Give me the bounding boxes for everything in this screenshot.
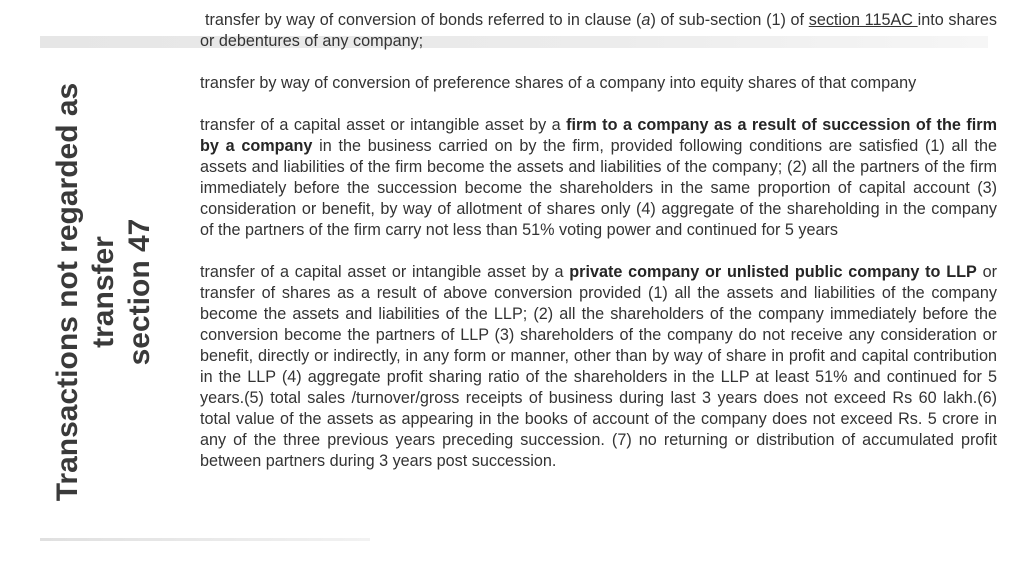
point-3-highlight: firm to a company as a result of succession of the firm by a company [200, 116, 997, 155]
footer-rule [40, 538, 370, 541]
point-firm-to-company [200, 115, 997, 241]
point-1-text-start: transfer by way of conversion of bonds referred to in clause ( [205, 11, 642, 29]
slide-title-container [44, 48, 164, 536]
point-1-text-end: into shares or debentures of any company; [200, 11, 997, 50]
section-115ac-link[interactable]: section 115AC [808, 11, 918, 29]
slide-body [200, 10, 997, 493]
clause-letter: a [641, 11, 651, 29]
point-company-to-llp [200, 262, 997, 472]
point-4-text-start: transfer of a capital asset or intangible asset by a [200, 263, 570, 281]
point-preference-share-conversion: transfer by way of conversion of preference shares of a company into equity shares of that company [200, 74, 917, 92]
slide-title-line-2: transfer [87, 236, 120, 348]
point-3-text-start: transfer of a capital asset or intangible asset by a [200, 116, 567, 134]
slide-title-line-3: section 47 [123, 218, 156, 366]
point-1-text-middle: ) of sub-section (1) of [650, 11, 809, 29]
slide-title [50, 83, 158, 501]
point-4-text-end: or transfer of shares as a result of above conversion provided (1) all the assets and liabilities of the company become the assets and liabilities of the LLP; (2) all the shareholders of the company immediately before the conversion become the partners of LLP (3) shareholders of the company do not receive any consideration or benefit, directly or indirectly, in any form or manner, other than by way of share in profit and capital contribution in the LLP (4) aggregate profit sharing ratio of the shareholders in the LLP at least 51% and continued for 5 years.(5) total sales /turnover/gross receipts of business during last 3 years does not exceed Rs 60 lakh.(6) total value of the assets as appearing in the books of account of the company does not exceed Rs. 5 crore in any of the three previous years preceding succession. (7) no returning or distribution of accumulated profit between partners during 3 years post succession. [200, 263, 997, 470]
point-bond-conversion [200, 10, 997, 52]
point-4-highlight: private company or unlisted public company to LLP [569, 263, 977, 281]
point-3-text-end: in the business carried on by the firm, provided following conditions are satisfied (1) all the assets and liabilities of the firm become the assets and liabilities of the company; (2) all the partners of the firm immediately before the succession become the shareholders in the same proportion of capital account (3) consideration or benefit, by way of allotment of shares only (4) aggregate of the shareholding in the company of the partners of the firm carry not less than 51% voting power and continued for 5 years [200, 137, 997, 239]
slide-title-line-1: Transactions not regarded as [51, 82, 84, 502]
